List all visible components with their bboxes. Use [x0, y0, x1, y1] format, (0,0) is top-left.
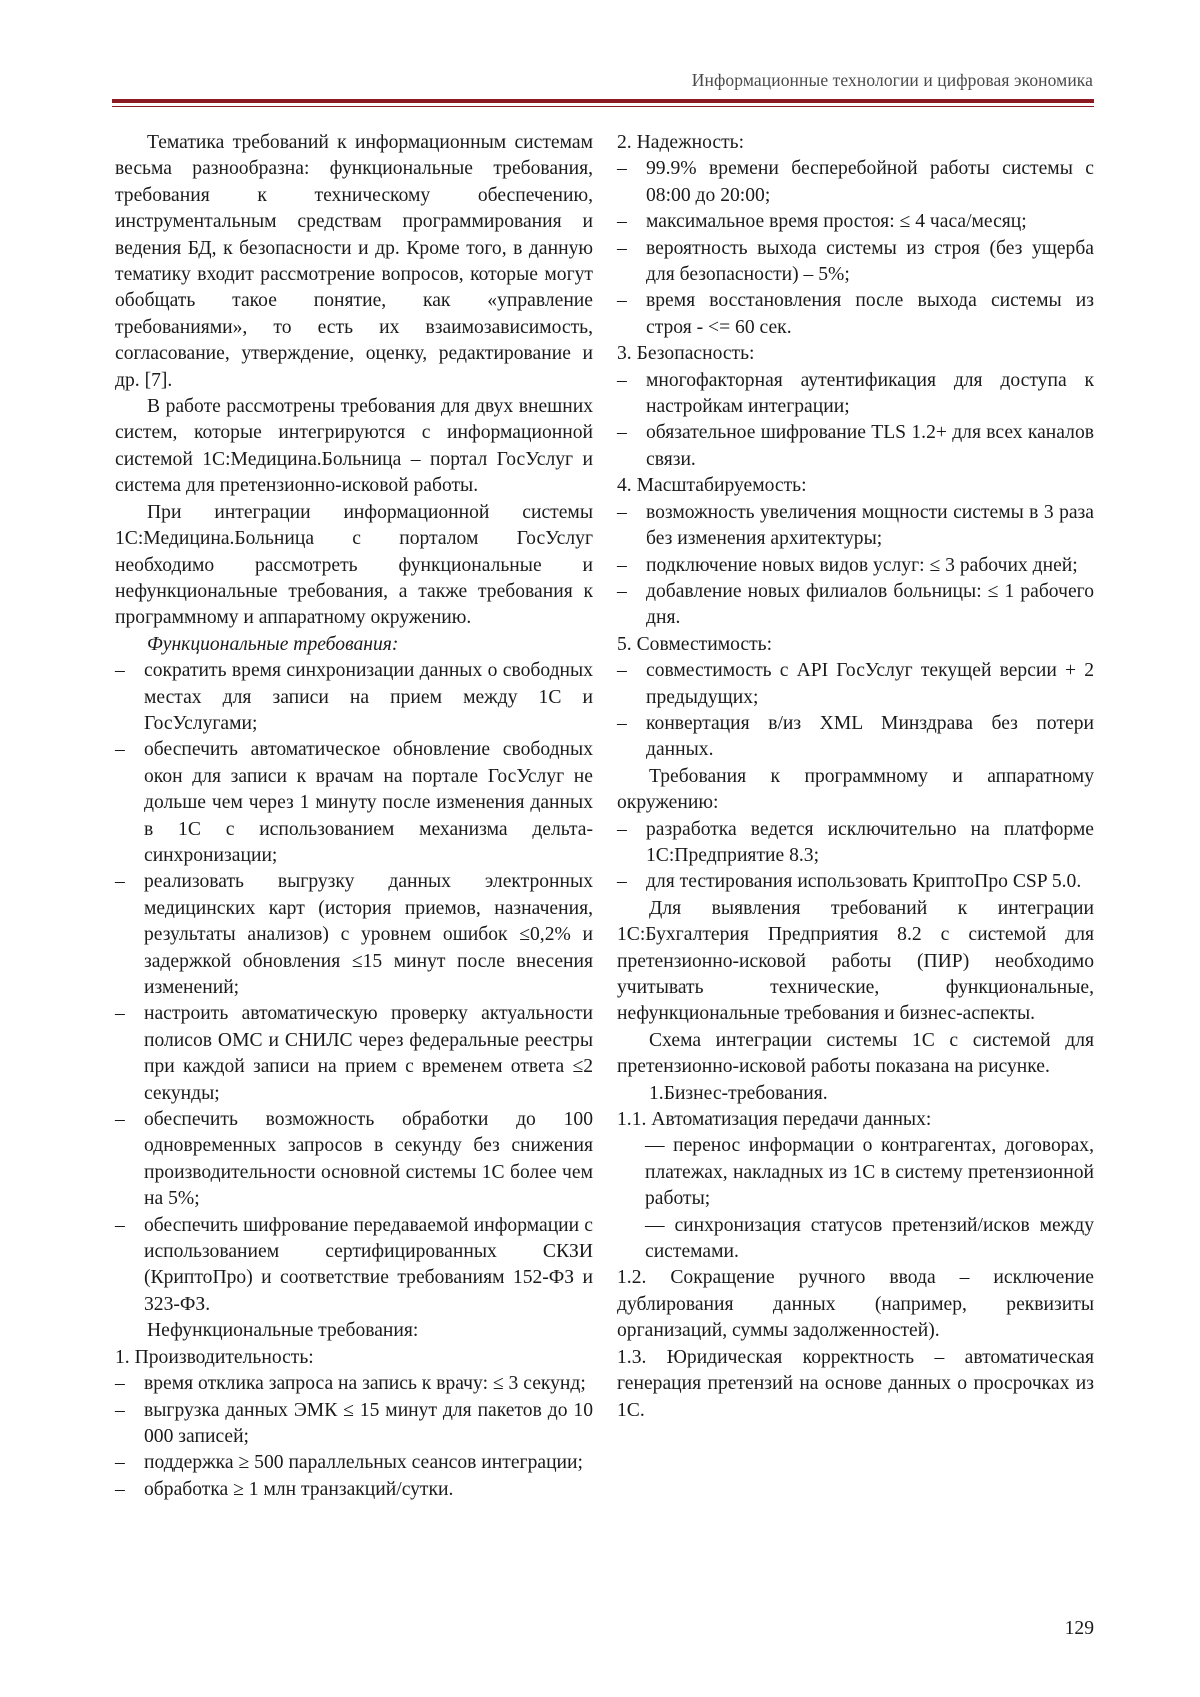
header-rule-thick — [112, 99, 1094, 103]
list-item: – время отклика запроса на запись к врачу: ≤ 3 секунд; — [115, 1373, 586, 1395]
security-heading: 3. Безопасность: — [617, 343, 755, 365]
list-item: – сократить время синхронизации данных о свободных местах для записи на прием между 1С и ГосУслугами; — [115, 660, 593, 734]
reliability-list — [617, 156, 1094, 341]
running-title: Информационные технологии и цифровая экономика — [691, 70, 1093, 90]
paragraph-integration: При интеграции информационной системы 1С:Медицина.Больница с порталом ГосУслуг необходимо рассмотреть функциональные и нефункциональные требования, а также требования к программному и аппаратному окружению. — [115, 501, 593, 629]
business-heading: 1.Бизнес-требования. — [649, 1082, 828, 1104]
paragraph-intro: Тематика требований к информационным системам весьма разнообразна: функциональные требования, требования к техническому обеспечению, инструментальным средствам программирования и ведения БД, к безопасности и др. Кроме того, в данную тематику входит рассмотрение вопросов, которые могут обобщать такое понятие, как «управление требованиями», то есть их взаимозависимость, согласование, утверждение, оценку, редактирование и др. [7]. — [115, 132, 593, 391]
list-item: — синхронизация статусов претензий/исков между системами. — [645, 1214, 1094, 1263]
scalability-list — [617, 500, 1094, 632]
list-item: – подключение новых видов услуг: ≤ 3 рабочих дней; — [617, 554, 1078, 576]
performance-heading: 1. Производительность: — [115, 1346, 314, 1368]
list-item: – обработка ≥ 1 млн транзакций/сутки. — [115, 1478, 454, 1500]
list-item: – максимальное время простоя: ≤ 4 часа/месяц; — [617, 211, 1027, 233]
list-item: – для тестирования использовать КриптоПро CSP 5.0. — [617, 871, 1082, 893]
item-1-3: 1.3. Юридическая корректность – автоматическая генерация претензий на основе данных о просрочках из 1С. — [617, 1346, 1094, 1421]
reliability-heading: 2. Надежность: — [617, 132, 745, 153]
performance-list — [115, 1371, 593, 1503]
environment-list — [617, 817, 1094, 896]
list-item: – конвертация в/из XML Минздрава без потери данных. — [617, 712, 1094, 761]
list-item: – 99.9% времени бесперебойной работы системы с 08:00 до 20:00; — [617, 158, 1094, 206]
header-rule-thin — [112, 106, 1094, 107]
list-item: – обеспечить автоматическое обновление свободных окон для записи к врачам на портале ГосУслуг не дольше чем через 1 минуту после изменения данных в 1С с использованием механизма дельта-синхронизации; — [115, 739, 593, 866]
list-item: – поддержка ≥ 500 параллельных сеансов интеграции; — [115, 1452, 583, 1474]
compatibility-heading: 5. Совместимость: — [617, 633, 773, 655]
list-item: – добавление новых филиалов больницы: ≤ 1 рабочего дня. — [617, 580, 1094, 629]
list-item: – реализовать выгрузку данных электронных медицинских карт (история приемов, назначения, результаты анализов) с уровнем ошибок ≤0,2% и задержкой обновления ≤15 минут после внесения изменений; — [115, 871, 593, 998]
list-item: – многофакторная аутентификация для доступа к настройкам интеграции; — [617, 369, 1094, 418]
functional-list — [115, 658, 593, 1318]
list-item: – обязательное шифрование TLS 1.2+ для всех каналов связи. — [617, 422, 1094, 470]
list-item: – обеспечить шифрование передаваемой информации с использованием сертифицированных СКЗИ (КриптоПро) и соответствие требованиям 152-ФЗ и 323-ФЗ. — [115, 1214, 593, 1315]
item-1-2: 1.2. Сокращение ручного ввода – исключение дублирования данных (например, реквизиты организаций, суммы задолженностей). — [617, 1267, 1094, 1342]
list-item: – вероятность выхода системы из строя (без ущерба для безопасности) – 5%; — [617, 237, 1094, 286]
list-item: – разработка ведется исключительно на платформе 1С:Предприятие 8.3; — [617, 818, 1094, 866]
list-item: – обеспечить возможность обработки до 100 одновременных запросов в секунду без снижения производительности основной системы 1С более чем на 5%; — [115, 1109, 593, 1210]
list-item: – совместимость с API ГосУслуг текущей версии + 2 предыдущих; — [617, 660, 1094, 708]
nonfunctional-heading: Нефункциональные требования: — [147, 1320, 419, 1342]
right-column — [617, 130, 1094, 1424]
security-list — [617, 368, 1094, 474]
list-item: — перенос информации о контрагентах, договорах, платежах, накладных из 1С в систему претензионной работы; — [645, 1135, 1094, 1210]
scalability-heading: 4. Масштабируемость: — [617, 475, 807, 497]
environment-paragraph: Требования к программному и аппаратному окружению: — [617, 765, 1094, 814]
functional-heading: Функциональные требования: — [147, 633, 399, 655]
list-item: – время восстановления после выхода системы из строя - <= 60 сек. — [617, 290, 1094, 338]
paragraph-pir: Для выявления требований к интеграции 1С:Бухгалтерия Предприятия 8.2 с системой для претензионно-исковой работы (ПИР) необходимо учитывать технические, функциональные, нефункциональные требования и бизнес-аспекты. — [617, 897, 1094, 1025]
left-column — [115, 130, 593, 1503]
list-item: – выгрузка данных ЭМК ≤ 15 минут для пакетов до 10 000 записей; — [115, 1399, 593, 1447]
item-1-1: 1.1. Автоматизация передачи данных: — [617, 1109, 932, 1131]
compatibility-list — [617, 658, 1094, 764]
list-item: – возможность увеличения мощности системы в 3 раза без изменения архитектуры; — [617, 501, 1094, 550]
paragraph-scheme: Схема интеграции системы 1С с системой для претензионно-исковой работы показана на рисунке. — [617, 1029, 1094, 1078]
page-number: 129 — [1064, 1618, 1094, 1639]
list-item: – настроить автоматическую проверку актуальности полисов ОМС и СНИЛС через федеральные реестры при каждой записи на прием с временем ответа ≤2 секунды; — [115, 1003, 593, 1104]
paragraph-systems: В работе рассмотрены требования для двух внешних систем, которые интегрируются с информационной системой 1С:Медицина.Больница – портал ГосУслуг и система для претензионно-исковой работы. — [115, 396, 593, 497]
